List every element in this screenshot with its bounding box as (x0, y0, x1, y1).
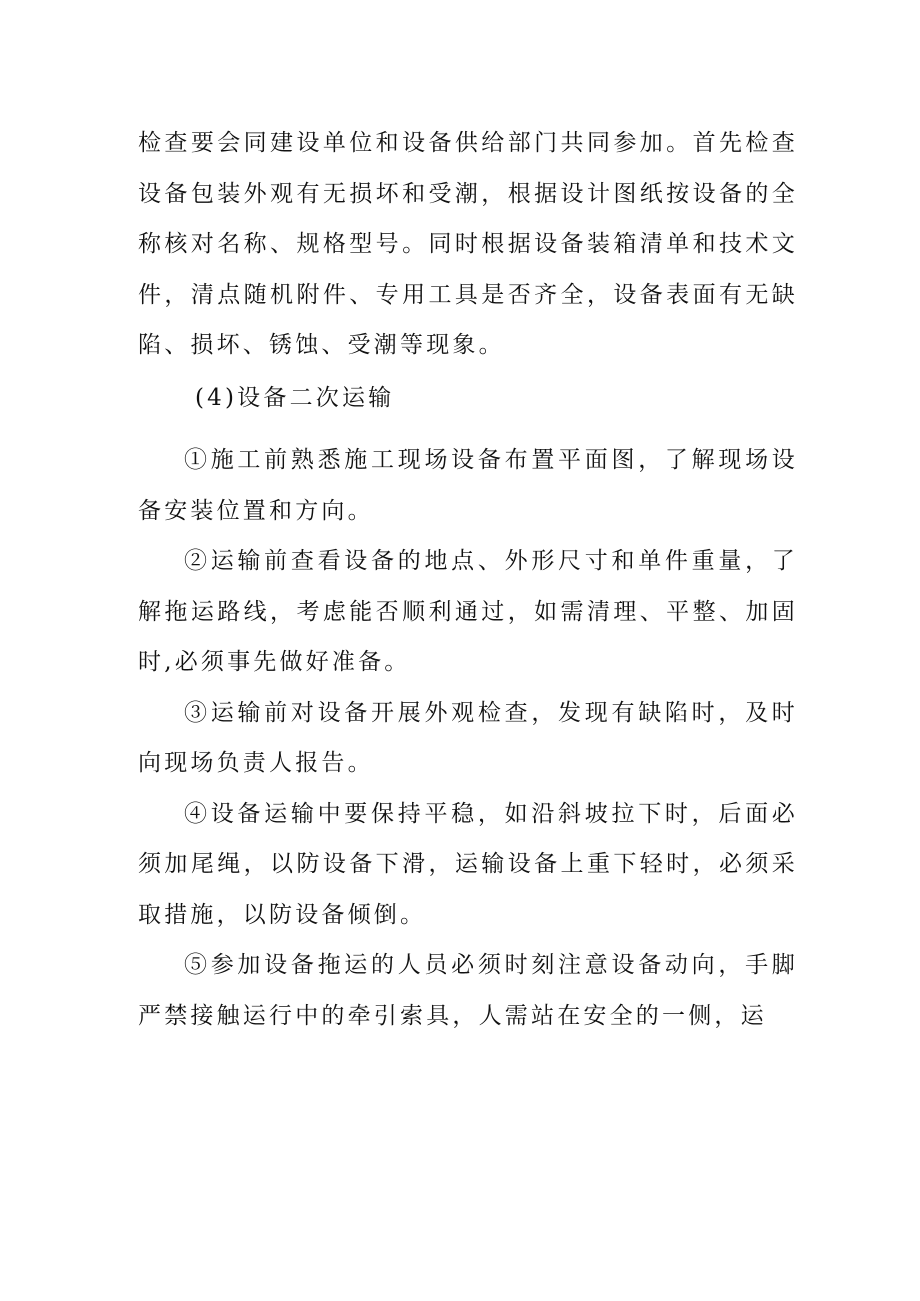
document-body (138, 118, 798, 1041)
list-item-3: ③运输前对设备开展外观检查，发现有缺陷时，及时向现场负责人报告。 (138, 699, 798, 776)
list-item-2: ②运输前查看设备的地点、外形尺寸和单件重量，了解拖运路线，考虑能否顺利通过，如需清理、平整、加固时,必须事先做好准备。 (138, 548, 798, 675)
section-heading: (4)设备二次运输 (195, 384, 395, 411)
list-item-1: ①施工前熟悉施工现场设备布置平面图，了解现场设备安装位置和方向。 (138, 447, 798, 524)
paragraph-inspection: 检查要会同建设单位和设备供给部门共同参加。首先检查设备包装外观有无损坏和受潮，根据设计图纸按设备的全称核对名称、规格型号。同时根据设备装箱清单和技术文件，清点随机附件、专用工具是否齐全，设备表面有无缺陷、损坏、锈蚀、受潮等现象。 (138, 130, 798, 358)
list-item-5: ⑤参加设备拖运的人员必须时刻注意设备动向，手脚严禁接触运行中的牵引索具，人需站在安全的一侧，运 (138, 952, 798, 1029)
list-item-4: ④设备运输中要保持平稳，如沿斜坡拉下时，后面必须加尾绳，以防设备下滑，运输设备上重下轻时，必须采取措施，以防设备倾倒。 (138, 800, 798, 928)
